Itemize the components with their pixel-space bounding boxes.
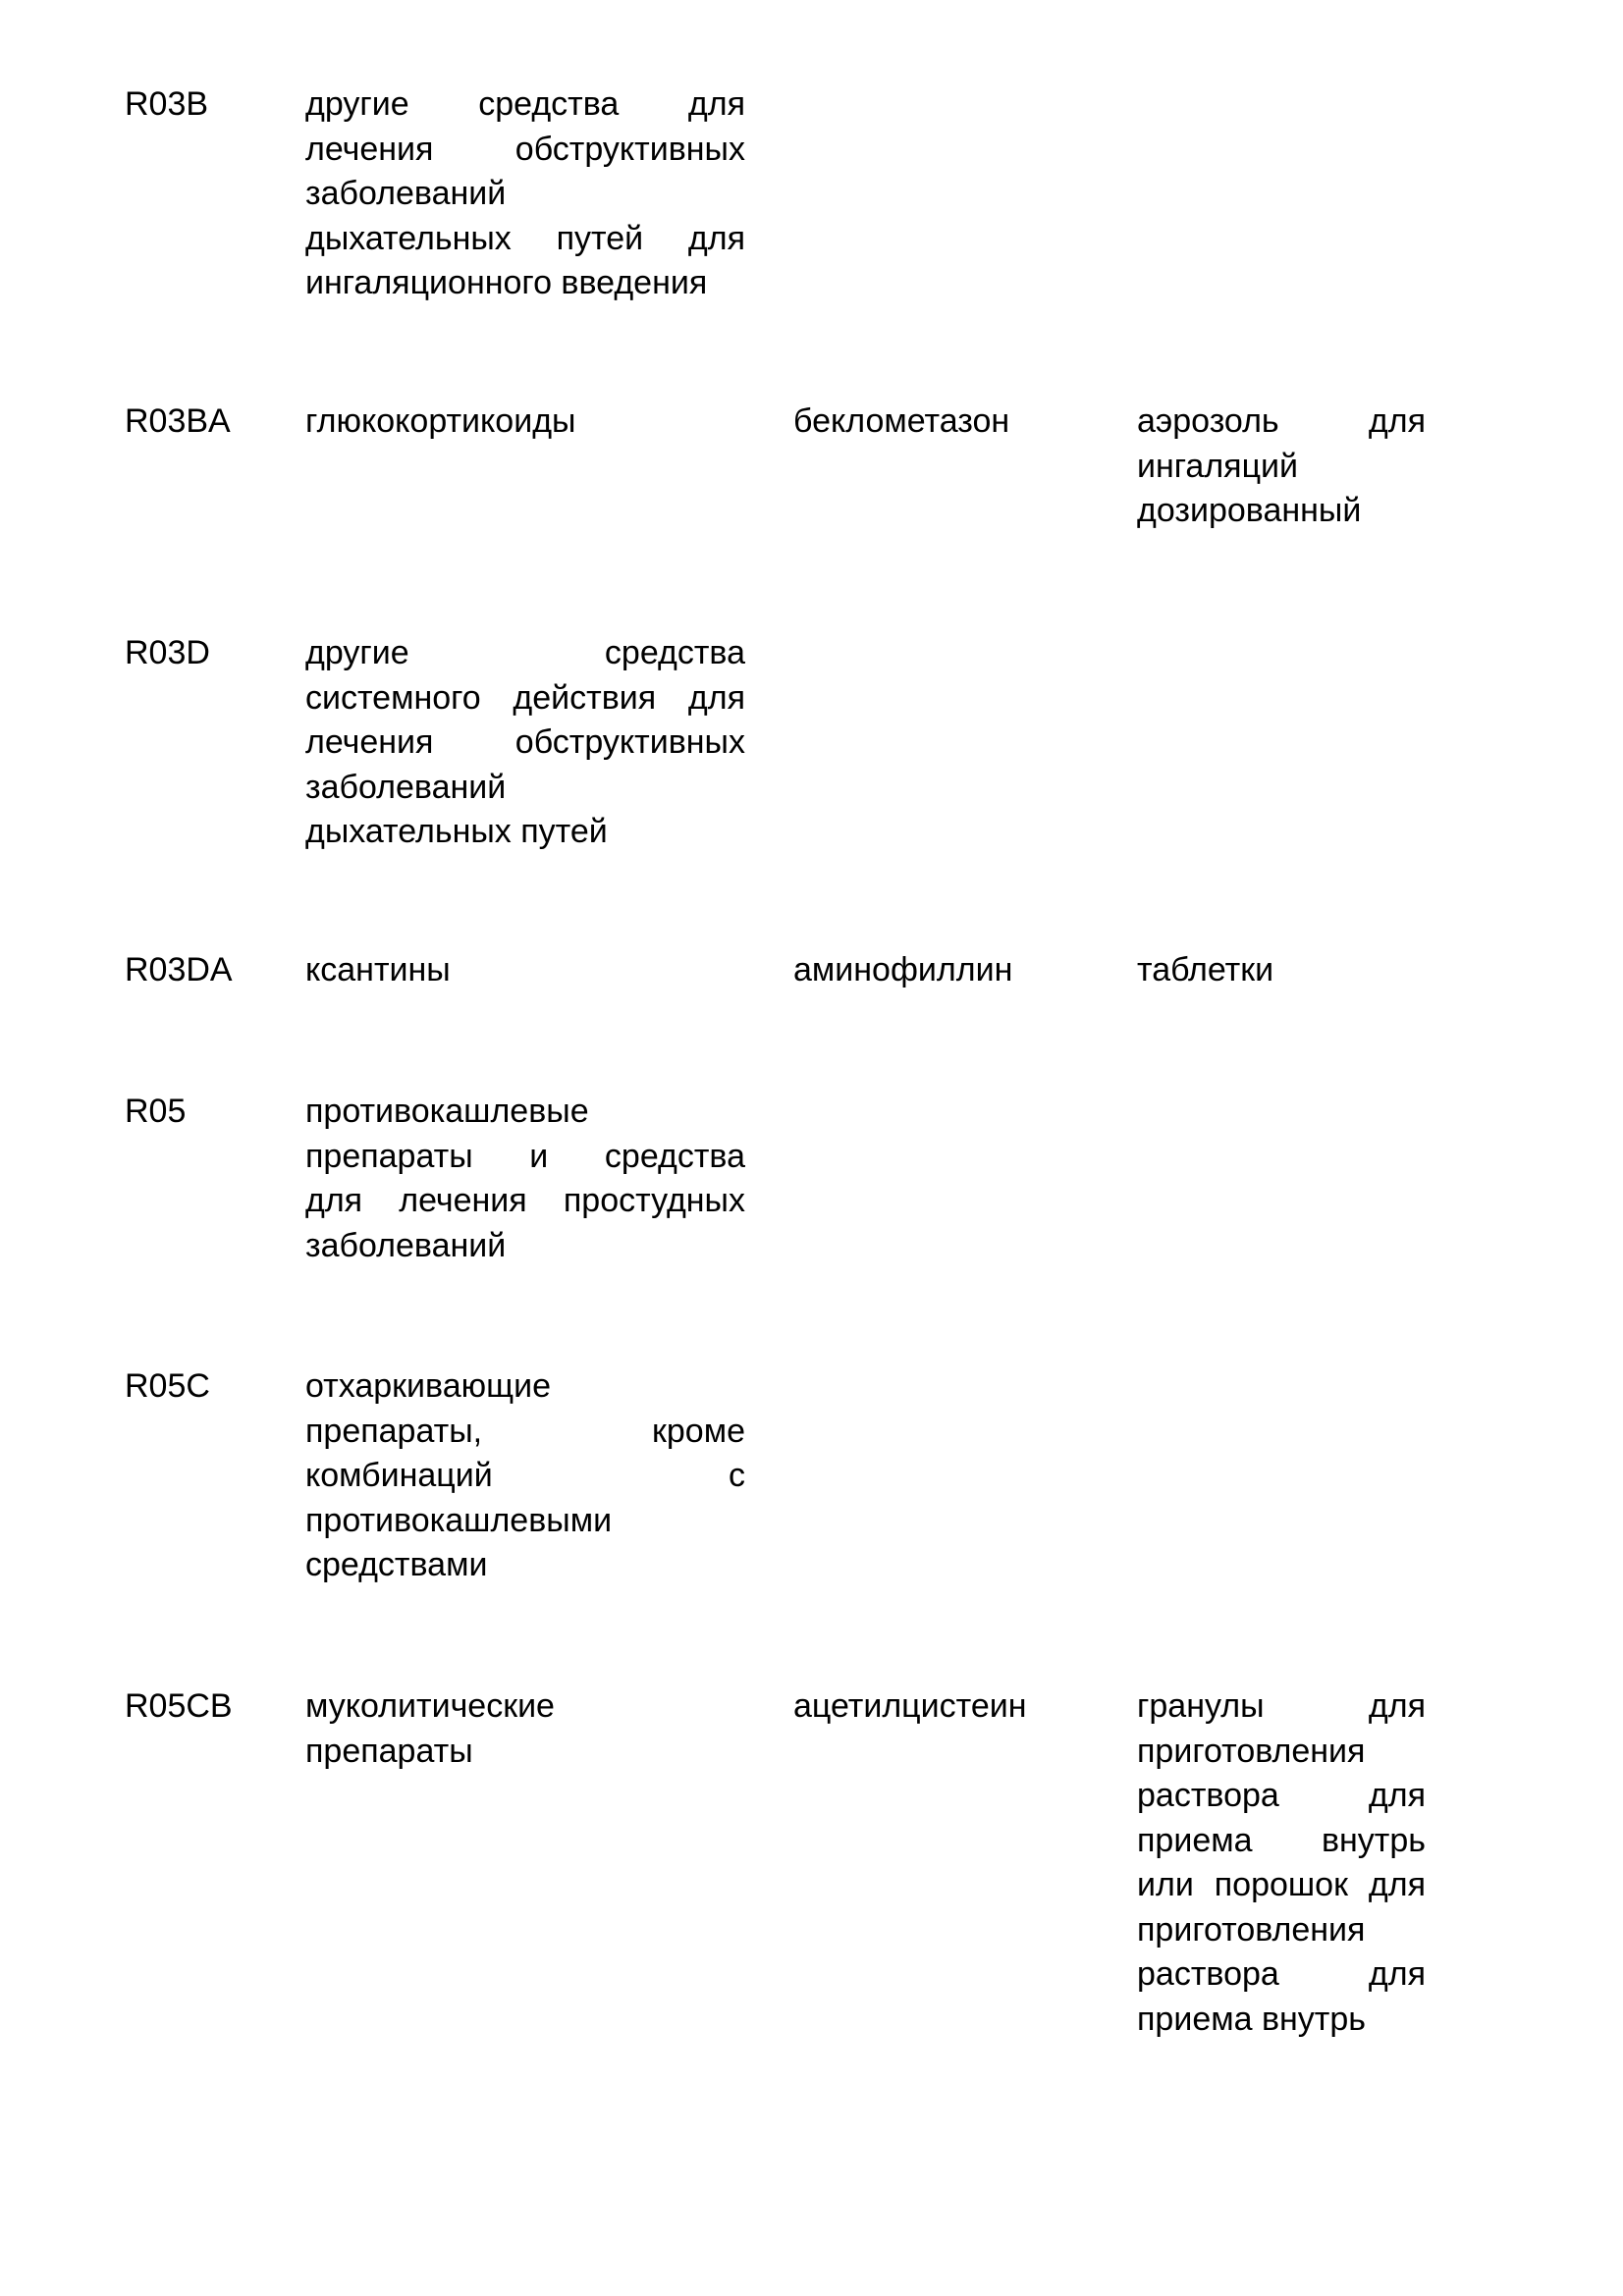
description-line: ксантины	[305, 951, 451, 988]
atc-description	[305, 82, 745, 306]
description-line: ингаляционного введения	[305, 264, 708, 301]
description-line: препараты, кроме	[305, 1412, 745, 1450]
dosage-form	[1137, 948, 1426, 993]
description-line: заболеваний	[305, 768, 507, 806]
atc-code: R03D	[125, 634, 210, 671]
drug-name: беклометазон	[793, 402, 1010, 440]
description-line: препараты	[305, 1732, 473, 1770]
description-line: лечения обструктивных	[305, 130, 745, 168]
description-line: заболеваний	[305, 1226, 507, 1264]
drug-name: аминофиллин	[793, 951, 1013, 988]
atc-description	[305, 1684, 745, 1774]
atc-code: R03BA	[125, 402, 231, 440]
description-line: отхаркивающие	[305, 1367, 552, 1405]
atc-description	[305, 1364, 745, 1588]
description-line: противокашлевыми	[305, 1501, 613, 1539]
atc-description	[305, 400, 745, 445]
atc-code: R05	[125, 1093, 187, 1130]
dosage-form	[1137, 400, 1426, 534]
form-line: гранулы для	[1137, 1687, 1426, 1725]
form-line: раствора для	[1137, 1777, 1426, 1814]
description-line: заболеваний	[305, 175, 507, 212]
description-line: для лечения простудных	[305, 1182, 745, 1219]
atc-code: R05CB	[125, 1687, 233, 1725]
description-line: средствами	[305, 1546, 488, 1583]
form-line: дозированный	[1137, 492, 1362, 529]
form-line: приготовления	[1137, 1732, 1366, 1770]
description-line: противокашлевые	[305, 1093, 589, 1130]
description-line: глюкокортикоиды	[305, 402, 576, 440]
form-line: таблетки	[1137, 951, 1274, 988]
description-line: комбинаций с	[305, 1457, 745, 1494]
description-line: лечения обструктивных	[305, 723, 745, 761]
description-line: другие средства	[305, 634, 745, 671]
description-line: дыхательных путей	[305, 813, 608, 850]
description-line: системного действия для	[305, 678, 745, 717]
atc-code: R05C	[125, 1367, 210, 1405]
form-line: приема внутрь	[1137, 2000, 1366, 2038]
atc-description	[305, 948, 745, 993]
description-line: муколитические	[305, 1687, 555, 1725]
form-line: раствора для	[1137, 1955, 1426, 1993]
atc-description	[305, 631, 745, 855]
atc-code: R03B	[125, 85, 209, 123]
atc-description	[305, 1090, 745, 1268]
dosage-form	[1137, 1684, 1426, 2042]
description-line: препараты и средства	[305, 1137, 745, 1175]
description-line: другие средства для	[305, 85, 745, 123]
drug-name: ацетилцистеин	[793, 1687, 1027, 1725]
atc-code: R03DA	[125, 951, 233, 988]
form-line: аэрозоль для	[1137, 402, 1426, 440]
form-line: или порошок для	[1137, 1866, 1426, 1903]
form-line: ингаляций	[1137, 447, 1299, 485]
form-line: приготовления	[1137, 1910, 1366, 1949]
description-line: дыхательных путей для	[305, 219, 745, 257]
form-line: приема внутрь	[1137, 1821, 1426, 1859]
